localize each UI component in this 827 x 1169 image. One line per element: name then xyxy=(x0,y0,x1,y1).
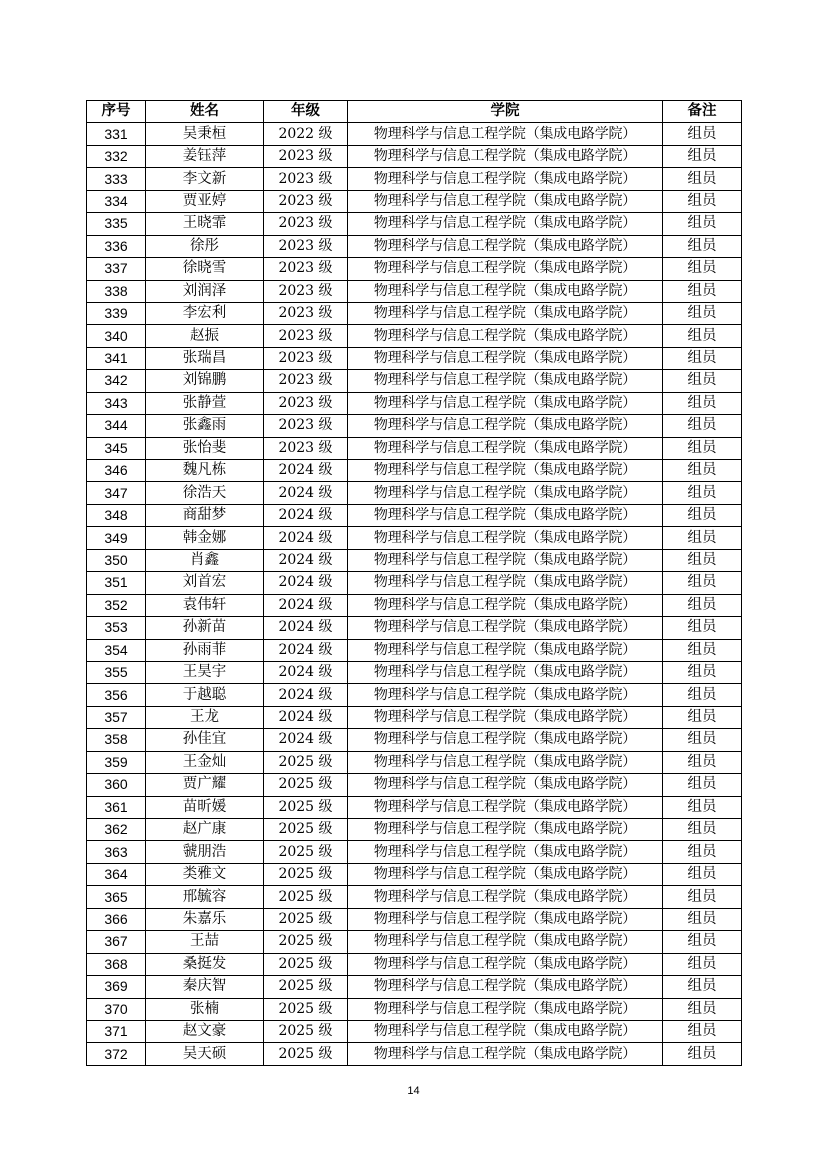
grade-cell: 2023 级 xyxy=(264,258,348,280)
table-row xyxy=(87,437,742,459)
name-cell: 苗昕媛 xyxy=(146,796,264,818)
serial-number-cell: 362 xyxy=(87,819,146,841)
table-row xyxy=(87,751,742,773)
serial-number-cell: 337 xyxy=(87,258,146,280)
college-cell: 物理科学与信息工程学院（集成电路学院） xyxy=(348,572,663,594)
name-cell: 徐浩天 xyxy=(146,482,264,504)
name-cell: 肖鑫 xyxy=(146,549,264,571)
college-cell: 物理科学与信息工程学院（集成电路学院） xyxy=(348,1043,663,1065)
remark-cell: 组员 xyxy=(663,998,742,1020)
serial-number-cell: 360 xyxy=(87,774,146,796)
name-cell: 虢朋浩 xyxy=(146,841,264,863)
remark-cell: 组员 xyxy=(663,302,742,324)
table-row xyxy=(87,549,742,571)
serial-number-cell: 341 xyxy=(87,347,146,369)
remark-cell: 组员 xyxy=(663,661,742,683)
table-row xyxy=(87,190,742,212)
name-cell: 王喆 xyxy=(146,931,264,953)
name-cell: 桑挺发 xyxy=(146,953,264,975)
table-row xyxy=(87,213,742,235)
remark-cell: 组员 xyxy=(663,863,742,885)
remark-cell: 组员 xyxy=(663,706,742,728)
name-cell: 刘首宏 xyxy=(146,572,264,594)
college-cell: 物理科学与信息工程学院（集成电路学院） xyxy=(348,168,663,190)
remark-cell: 组员 xyxy=(663,325,742,347)
name-cell: 王龙 xyxy=(146,706,264,728)
serial-number-cell: 372 xyxy=(87,1043,146,1065)
grade-cell: 2024 级 xyxy=(264,460,348,482)
grade-cell: 2024 级 xyxy=(264,549,348,571)
page-number: 14 xyxy=(407,1085,420,1097)
table-row xyxy=(87,347,742,369)
remark-cell: 组员 xyxy=(663,482,742,504)
name-cell: 朱嘉乐 xyxy=(146,908,264,930)
grade-cell: 2023 级 xyxy=(264,302,348,324)
serial-number-cell: 335 xyxy=(87,213,146,235)
college-cell: 物理科学与信息工程学院（集成电路学院） xyxy=(348,863,663,885)
college-cell: 物理科学与信息工程学院（集成电路学院） xyxy=(348,617,663,639)
grade-cell: 2023 级 xyxy=(264,347,348,369)
table-row xyxy=(87,325,742,347)
serial-number-cell: 350 xyxy=(87,549,146,571)
serial-number-cell: 368 xyxy=(87,953,146,975)
serial-number-cell: 356 xyxy=(87,684,146,706)
header-serial-number: 序号 xyxy=(87,101,146,123)
serial-number-cell: 370 xyxy=(87,998,146,1020)
serial-number-cell: 333 xyxy=(87,168,146,190)
college-cell: 物理科学与信息工程学院（集成电路学院） xyxy=(348,415,663,437)
name-cell: 张静萱 xyxy=(146,392,264,414)
serial-number-cell: 340 xyxy=(87,325,146,347)
remark-cell: 组员 xyxy=(663,796,742,818)
grade-cell: 2025 级 xyxy=(264,931,348,953)
serial-number-cell: 348 xyxy=(87,504,146,526)
name-cell: 张鑫雨 xyxy=(146,415,264,437)
college-cell: 物理科学与信息工程学院（集成电路学院） xyxy=(348,841,663,863)
table-row xyxy=(87,258,742,280)
college-cell: 物理科学与信息工程学院（集成电路学院） xyxy=(348,1020,663,1042)
college-cell: 物理科学与信息工程学院（集成电路学院） xyxy=(348,639,663,661)
college-cell: 物理科学与信息工程学院（集成电路学院） xyxy=(348,235,663,257)
table-row xyxy=(87,482,742,504)
college-cell: 物理科学与信息工程学院（集成电路学院） xyxy=(348,482,663,504)
college-cell: 物理科学与信息工程学院（集成电路学院） xyxy=(348,953,663,975)
table-row xyxy=(87,460,742,482)
college-cell: 物理科学与信息工程学院（集成电路学院） xyxy=(348,504,663,526)
member-roster-table xyxy=(86,100,742,1066)
serial-number-cell: 352 xyxy=(87,594,146,616)
college-cell: 物理科学与信息工程学院（集成电路学院） xyxy=(348,976,663,998)
name-cell: 赵广康 xyxy=(146,819,264,841)
grade-cell: 2025 级 xyxy=(264,976,348,998)
remark-cell: 组员 xyxy=(663,1043,742,1065)
remark-cell: 组员 xyxy=(663,527,742,549)
name-cell: 于越聪 xyxy=(146,684,264,706)
table-row xyxy=(87,168,742,190)
college-cell: 物理科学与信息工程学院（集成电路学院） xyxy=(348,774,663,796)
serial-number-cell: 369 xyxy=(87,976,146,998)
name-cell: 贾亚婷 xyxy=(146,190,264,212)
grade-cell: 2024 级 xyxy=(264,617,348,639)
name-cell: 吴秉桓 xyxy=(146,123,264,145)
grade-cell: 2025 级 xyxy=(264,774,348,796)
remark-cell: 组员 xyxy=(663,549,742,571)
table-row xyxy=(87,572,742,594)
remark-cell: 组员 xyxy=(663,1020,742,1042)
college-cell: 物理科学与信息工程学院（集成电路学院） xyxy=(348,258,663,280)
remark-cell: 组员 xyxy=(663,886,742,908)
table-row xyxy=(87,931,742,953)
remark-cell: 组员 xyxy=(663,819,742,841)
grade-cell: 2024 级 xyxy=(264,527,348,549)
table-header xyxy=(87,101,742,123)
table-row xyxy=(87,392,742,414)
remark-cell: 组员 xyxy=(663,258,742,280)
grade-cell: 2025 级 xyxy=(264,1020,348,1042)
grade-cell: 2025 级 xyxy=(264,751,348,773)
grade-cell: 2025 级 xyxy=(264,841,348,863)
header-name: 姓名 xyxy=(146,101,264,123)
grade-cell: 2023 级 xyxy=(264,370,348,392)
serial-number-cell: 355 xyxy=(87,661,146,683)
serial-number-cell: 354 xyxy=(87,639,146,661)
grade-cell: 2025 级 xyxy=(264,819,348,841)
remark-cell: 组员 xyxy=(663,280,742,302)
remark-cell: 组员 xyxy=(663,751,742,773)
remark-cell: 组员 xyxy=(663,572,742,594)
serial-number-cell: 371 xyxy=(87,1020,146,1042)
serial-number-cell: 358 xyxy=(87,729,146,751)
grade-cell: 2023 级 xyxy=(264,325,348,347)
name-cell: 王晓霏 xyxy=(146,213,264,235)
college-cell: 物理科学与信息工程学院（集成电路学院） xyxy=(348,661,663,683)
table-row xyxy=(87,123,742,145)
grade-cell: 2025 级 xyxy=(264,863,348,885)
serial-number-cell: 357 xyxy=(87,706,146,728)
serial-number-cell: 367 xyxy=(87,931,146,953)
table-row xyxy=(87,302,742,324)
table-row xyxy=(87,1043,742,1065)
grade-cell: 2024 级 xyxy=(264,482,348,504)
table-header-row xyxy=(87,101,742,123)
serial-number-cell: 345 xyxy=(87,437,146,459)
name-cell: 姜钰萍 xyxy=(146,145,264,167)
serial-number-cell: 353 xyxy=(87,617,146,639)
remark-cell: 组员 xyxy=(663,976,742,998)
college-cell: 物理科学与信息工程学院（集成电路学院） xyxy=(348,347,663,369)
table-body xyxy=(87,123,742,1065)
table-row xyxy=(87,661,742,683)
remark-cell: 组员 xyxy=(663,168,742,190)
college-cell: 物理科学与信息工程学院（集成电路学院） xyxy=(348,594,663,616)
college-cell: 物理科学与信息工程学院（集成电路学院） xyxy=(348,751,663,773)
name-cell: 张瑞昌 xyxy=(146,347,264,369)
table-row xyxy=(87,841,742,863)
remark-cell: 组员 xyxy=(663,190,742,212)
college-cell: 物理科学与信息工程学院（集成电路学院） xyxy=(348,123,663,145)
remark-cell: 组员 xyxy=(663,235,742,257)
table-row xyxy=(87,886,742,908)
college-cell: 物理科学与信息工程学院（集成电路学院） xyxy=(348,145,663,167)
grade-cell: 2025 级 xyxy=(264,998,348,1020)
name-cell: 贾广耀 xyxy=(146,774,264,796)
table-row xyxy=(87,1020,742,1042)
table-row xyxy=(87,594,742,616)
name-cell: 李宏利 xyxy=(146,302,264,324)
serial-number-cell: 346 xyxy=(87,460,146,482)
college-cell: 物理科学与信息工程学院（集成电路学院） xyxy=(348,527,663,549)
table-row xyxy=(87,706,742,728)
remark-cell: 组员 xyxy=(663,931,742,953)
grade-cell: 2023 级 xyxy=(264,213,348,235)
name-cell: 刘润泽 xyxy=(146,280,264,302)
table-row xyxy=(87,617,742,639)
name-cell: 王昊宇 xyxy=(146,661,264,683)
serial-number-cell: 349 xyxy=(87,527,146,549)
serial-number-cell: 332 xyxy=(87,145,146,167)
table-row xyxy=(87,863,742,885)
college-cell: 物理科学与信息工程学院（集成电路学院） xyxy=(348,460,663,482)
college-cell: 物理科学与信息工程学院（集成电路学院） xyxy=(348,998,663,1020)
college-cell: 物理科学与信息工程学院（集成电路学院） xyxy=(348,280,663,302)
serial-number-cell: 339 xyxy=(87,302,146,324)
college-cell: 物理科学与信息工程学院（集成电路学院） xyxy=(348,190,663,212)
college-cell: 物理科学与信息工程学院（集成电路学院） xyxy=(348,392,663,414)
grade-cell: 2024 级 xyxy=(264,684,348,706)
name-cell: 韩金娜 xyxy=(146,527,264,549)
college-cell: 物理科学与信息工程学院（集成电路学院） xyxy=(348,931,663,953)
header-college: 学院 xyxy=(348,101,663,123)
remark-cell: 组员 xyxy=(663,504,742,526)
grade-cell: 2023 级 xyxy=(264,145,348,167)
college-cell: 物理科学与信息工程学院（集成电路学院） xyxy=(348,370,663,392)
serial-number-cell: 366 xyxy=(87,908,146,930)
table-row xyxy=(87,370,742,392)
remark-cell: 组员 xyxy=(663,774,742,796)
college-cell: 物理科学与信息工程学院（集成电路学院） xyxy=(348,549,663,571)
grade-cell: 2023 级 xyxy=(264,415,348,437)
grade-cell: 2023 级 xyxy=(264,190,348,212)
remark-cell: 组员 xyxy=(663,594,742,616)
remark-cell: 组员 xyxy=(663,145,742,167)
table-row xyxy=(87,729,742,751)
name-cell: 孙新苗 xyxy=(146,617,264,639)
college-cell: 物理科学与信息工程学院（集成电路学院） xyxy=(348,302,663,324)
name-cell: 徐晓雪 xyxy=(146,258,264,280)
remark-cell: 组员 xyxy=(663,953,742,975)
name-cell: 商甜梦 xyxy=(146,504,264,526)
table-row xyxy=(87,774,742,796)
table-row xyxy=(87,639,742,661)
remark-cell: 组员 xyxy=(663,639,742,661)
college-cell: 物理科学与信息工程学院（集成电路学院） xyxy=(348,886,663,908)
grade-cell: 2023 级 xyxy=(264,235,348,257)
grade-cell: 2025 级 xyxy=(264,908,348,930)
college-cell: 物理科学与信息工程学院（集成电路学院） xyxy=(348,684,663,706)
remark-cell: 组员 xyxy=(663,437,742,459)
table-row xyxy=(87,235,742,257)
name-cell: 王金灿 xyxy=(146,751,264,773)
serial-number-cell: 363 xyxy=(87,841,146,863)
remark-cell: 组员 xyxy=(663,729,742,751)
name-cell: 秦庆智 xyxy=(146,976,264,998)
remark-cell: 组员 xyxy=(663,123,742,145)
college-cell: 物理科学与信息工程学院（集成电路学院） xyxy=(348,325,663,347)
name-cell: 李文新 xyxy=(146,168,264,190)
name-cell: 吴天硕 xyxy=(146,1043,264,1065)
college-cell: 物理科学与信息工程学院（集成电路学院） xyxy=(348,213,663,235)
college-cell: 物理科学与信息工程学院（集成电路学院） xyxy=(348,908,663,930)
name-cell: 张楠 xyxy=(146,998,264,1020)
grade-cell: 2024 级 xyxy=(264,661,348,683)
grade-cell: 2024 级 xyxy=(264,572,348,594)
grade-cell: 2024 级 xyxy=(264,594,348,616)
table-row xyxy=(87,504,742,526)
table-row xyxy=(87,684,742,706)
table-row xyxy=(87,527,742,549)
name-cell: 孙雨菲 xyxy=(146,639,264,661)
grade-cell: 2023 级 xyxy=(264,280,348,302)
grade-cell: 2025 级 xyxy=(264,796,348,818)
grade-cell: 2023 级 xyxy=(264,392,348,414)
remark-cell: 组员 xyxy=(663,415,742,437)
serial-number-cell: 365 xyxy=(87,886,146,908)
serial-number-cell: 359 xyxy=(87,751,146,773)
grade-cell: 2025 级 xyxy=(264,953,348,975)
serial-number-cell: 342 xyxy=(87,370,146,392)
college-cell: 物理科学与信息工程学院（集成电路学院） xyxy=(348,729,663,751)
grade-cell: 2024 级 xyxy=(264,706,348,728)
name-cell: 刘锦鹏 xyxy=(146,370,264,392)
table-row xyxy=(87,976,742,998)
serial-number-cell: 361 xyxy=(87,796,146,818)
remark-cell: 组员 xyxy=(663,392,742,414)
table-row xyxy=(87,953,742,975)
name-cell: 袁伟轩 xyxy=(146,594,264,616)
serial-number-cell: 343 xyxy=(87,392,146,414)
remark-cell: 组员 xyxy=(663,617,742,639)
name-cell: 赵文豪 xyxy=(146,1020,264,1042)
college-cell: 物理科学与信息工程学院（集成电路学院） xyxy=(348,437,663,459)
serial-number-cell: 351 xyxy=(87,572,146,594)
remark-cell: 组员 xyxy=(663,370,742,392)
table-row xyxy=(87,908,742,930)
serial-number-cell: 338 xyxy=(87,280,146,302)
grade-cell: 2025 级 xyxy=(264,886,348,908)
grade-cell: 2024 级 xyxy=(264,729,348,751)
serial-number-cell: 331 xyxy=(87,123,146,145)
table-row xyxy=(87,145,742,167)
table-row xyxy=(87,415,742,437)
header-remark: 备注 xyxy=(663,101,742,123)
grade-cell: 2024 级 xyxy=(264,639,348,661)
header-grade: 年级 xyxy=(264,101,348,123)
serial-number-cell: 336 xyxy=(87,235,146,257)
serial-number-cell: 347 xyxy=(87,482,146,504)
name-cell: 魏凡栋 xyxy=(146,460,264,482)
remark-cell: 组员 xyxy=(663,213,742,235)
name-cell: 徐彤 xyxy=(146,235,264,257)
remark-cell: 组员 xyxy=(663,684,742,706)
serial-number-cell: 334 xyxy=(87,190,146,212)
table-row xyxy=(87,998,742,1020)
table-row xyxy=(87,796,742,818)
college-cell: 物理科学与信息工程学院（集成电路学院） xyxy=(348,796,663,818)
grade-cell: 2023 级 xyxy=(264,168,348,190)
grade-cell: 2025 级 xyxy=(264,1043,348,1065)
table-row xyxy=(87,280,742,302)
name-cell: 类雅文 xyxy=(146,863,264,885)
serial-number-cell: 344 xyxy=(87,415,146,437)
name-cell: 张怡斐 xyxy=(146,437,264,459)
grade-cell: 2022 级 xyxy=(264,123,348,145)
remark-cell: 组员 xyxy=(663,347,742,369)
table-row xyxy=(87,819,742,841)
remark-cell: 组员 xyxy=(663,841,742,863)
grade-cell: 2023 级 xyxy=(264,437,348,459)
college-cell: 物理科学与信息工程学院（集成电路学院） xyxy=(348,706,663,728)
serial-number-cell: 364 xyxy=(87,863,146,885)
remark-cell: 组员 xyxy=(663,460,742,482)
college-cell: 物理科学与信息工程学院（集成电路学院） xyxy=(348,819,663,841)
name-cell: 邢毓容 xyxy=(146,886,264,908)
grade-cell: 2024 级 xyxy=(264,504,348,526)
name-cell: 孙佳宜 xyxy=(146,729,264,751)
name-cell: 赵振 xyxy=(146,325,264,347)
remark-cell: 组员 xyxy=(663,908,742,930)
